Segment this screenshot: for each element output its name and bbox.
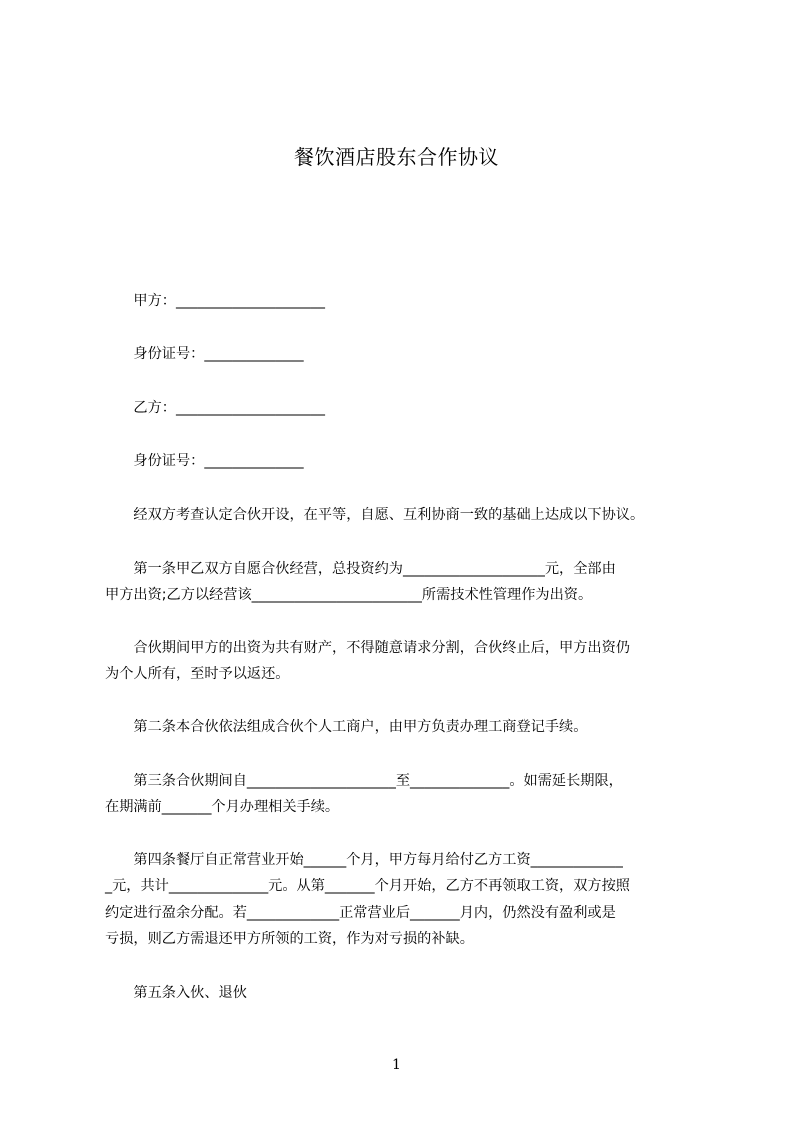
article-4-line-2: _元，共计______________元。从第_______个月开始，乙方不再领取工资，双方按照 (105, 878, 630, 894)
document-title: 餐饮酒店股东合作协议 (294, 145, 499, 169)
article-1-line-1: 第一条甲乙双方自愿合伙经营，总投资约为____________________元，全部由 (105, 561, 616, 577)
capital-clause-line-1: 合伙期间甲方的出资为共有财产，不得随意请求分割，合伙终止后，甲方出资仍 (105, 640, 630, 656)
article-4-line-4: 亏损，则乙方需退还甲方所领的工资，作为对亏损的补缺。 (105, 931, 474, 947)
party-a-id-line: 身份证号：______________ (105, 346, 304, 362)
article-3-line-1: 第三条合伙期间自_____________________至______________。如需延长期限， (105, 773, 623, 789)
party-b-id-line: 身份证号：______________ (105, 453, 304, 469)
article-1-line-2: 甲方出资;乙方以经营该________________________所需技术性管理作为出资。 (105, 587, 593, 603)
page-number: 1 (392, 1057, 401, 1073)
party-a-line: 甲方：_____________________ (105, 293, 325, 309)
article-4-line-3: 约定进行盈余分配。若_____________正常营业后_______月内，仍然没有盈利或是 (105, 905, 616, 921)
article-5-heading: 第五条入伙、退伙 (105, 985, 247, 1001)
capital-clause-line-2: 为个人所有，至时予以返还。 (105, 666, 290, 682)
article-2-line: 第二条本合伙依法组成合伙个人工商户，由甲方负责办理工商登记手续。 (105, 719, 588, 735)
preamble-paragraph: 经双方考查认定合伙开设，在平等，自愿、互利协商一致的基础上达成以下协议。 (105, 507, 645, 523)
article-4-line-1: 第四条餐厅自正常营业开始______个月，甲方每月给付乙方工资_____________ (105, 852, 623, 868)
article-3-line-2: 在期满前_______个月办理相关手续。 (105, 799, 340, 815)
party-b-line: 乙方：_____________________ (105, 400, 325, 416)
